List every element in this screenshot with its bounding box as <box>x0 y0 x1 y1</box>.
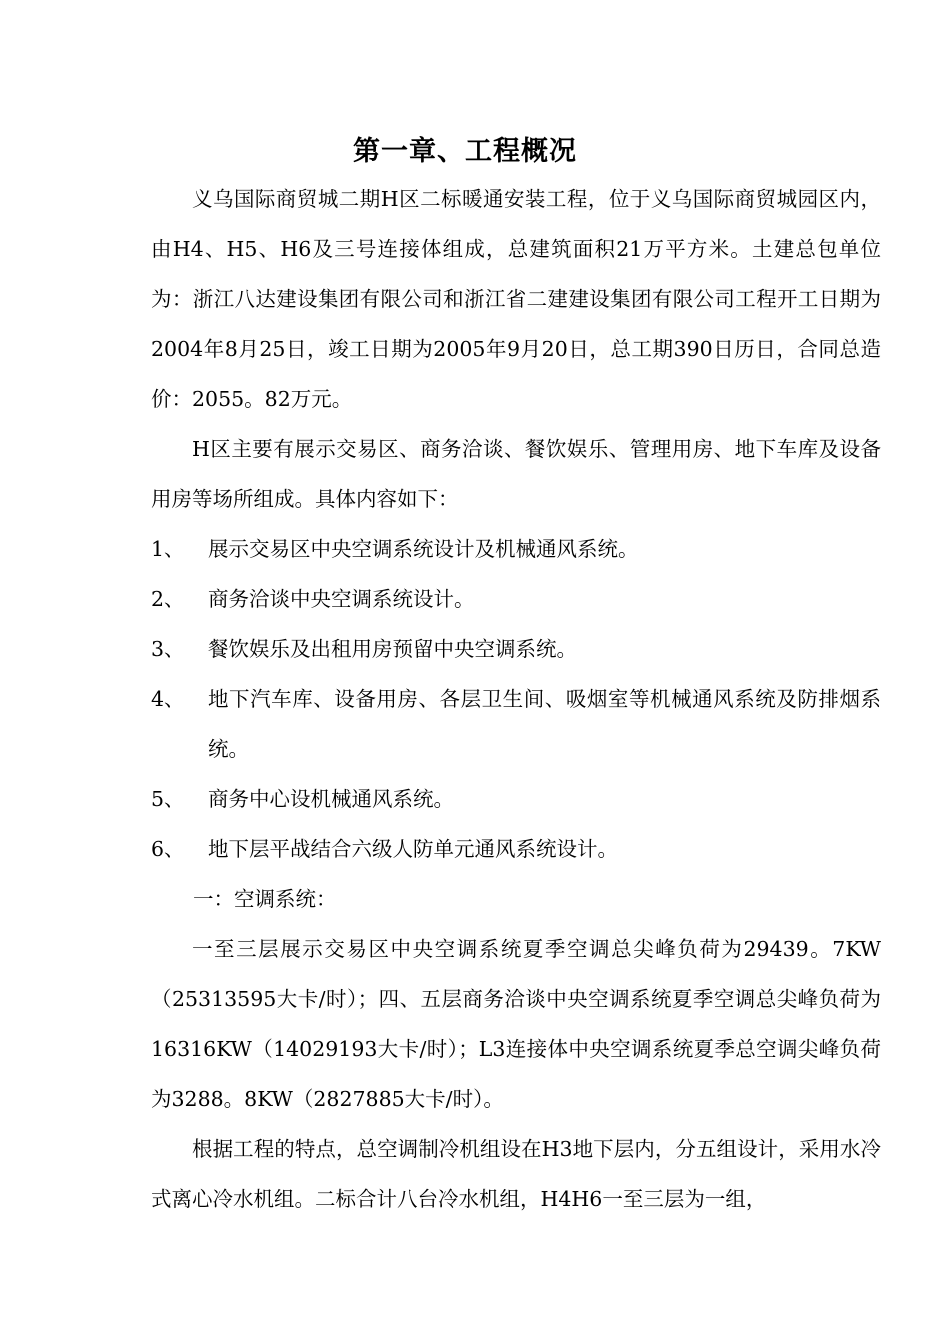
list-item-text: 商务洽谈中央空调系统设计。 <box>208 587 475 611</box>
document-body <box>151 174 881 1224</box>
section-paragraph-2: 根据工程的特点，总空调制冷机组设在H3地下层内，分五组设计，采用水冷式离心冷水机组。二标合计八台冷水机组，H4H6一至三层为一组， <box>151 1137 881 1211</box>
list-item-number: 3、 <box>151 637 185 661</box>
intro-paragraph-2: H区主要有展示交易区、商务洽谈、餐饮娱乐、管理用房、地下车库及设备用房等场所组成。具体内容如下： <box>151 437 881 511</box>
list-item-number: 1、 <box>151 537 185 561</box>
section-heading: 一：空调系统： <box>193 887 337 911</box>
list-item-text: 餐饮娱乐及出租用房预留中央空调系统。 <box>208 637 577 661</box>
list-item <box>151 624 881 674</box>
list-item-text: 地下层平战结合六级人防单元通风系统设计。 <box>208 837 618 861</box>
list-item <box>151 824 881 874</box>
list-item-number: 4、 <box>151 687 185 711</box>
list-item <box>151 524 881 574</box>
intro-paragraph-1: 义乌国际商贸城二期H区二标暖通安装工程，位于义乌国际商贸城园区内，由H4、H5、H6及三号连接体组成，总建筑面积21万平方米。土建总包单位为：浙江八达建设集团有限公司和浙江省二建建设集团有限公司工程开工日期为2004年8月25日，竣工日期为2005年9月20日，总工期390日历日，合同总造价：2055。82万元。 <box>151 187 881 411</box>
list-item-text: 展示交易区中央空调系统设计及机械通风系统。 <box>208 537 639 561</box>
list-item-number: 5、 <box>151 787 185 811</box>
list-item <box>151 674 881 774</box>
list-item-number: 6、 <box>151 837 185 861</box>
list-item <box>151 574 881 624</box>
list-item-text: 地下汽车库、设备用房、各层卫生间、吸烟室等机械通风系统及防排烟系统。 <box>208 687 881 761</box>
list-item <box>151 774 881 824</box>
chapter-title: 第一章、工程概况 <box>353 136 577 167</box>
list-item-text: 商务中心设机械通风系统。 <box>208 787 454 811</box>
list-item-number: 2、 <box>151 587 185 611</box>
content-list <box>151 524 881 874</box>
section-paragraph-1: 一至三层展示交易区中央空调系统夏季空调总尖峰负荷为29439。7KW（25313595大卡/时）；四、五层商务洽谈中央空调系统夏季空调总尖峰负荷为16316KW（14029193大卡/时）；L3连接体中央空调系统夏季总空调尖峰负荷为3288。8KW（2827885大卡/时）。 <box>151 937 881 1111</box>
